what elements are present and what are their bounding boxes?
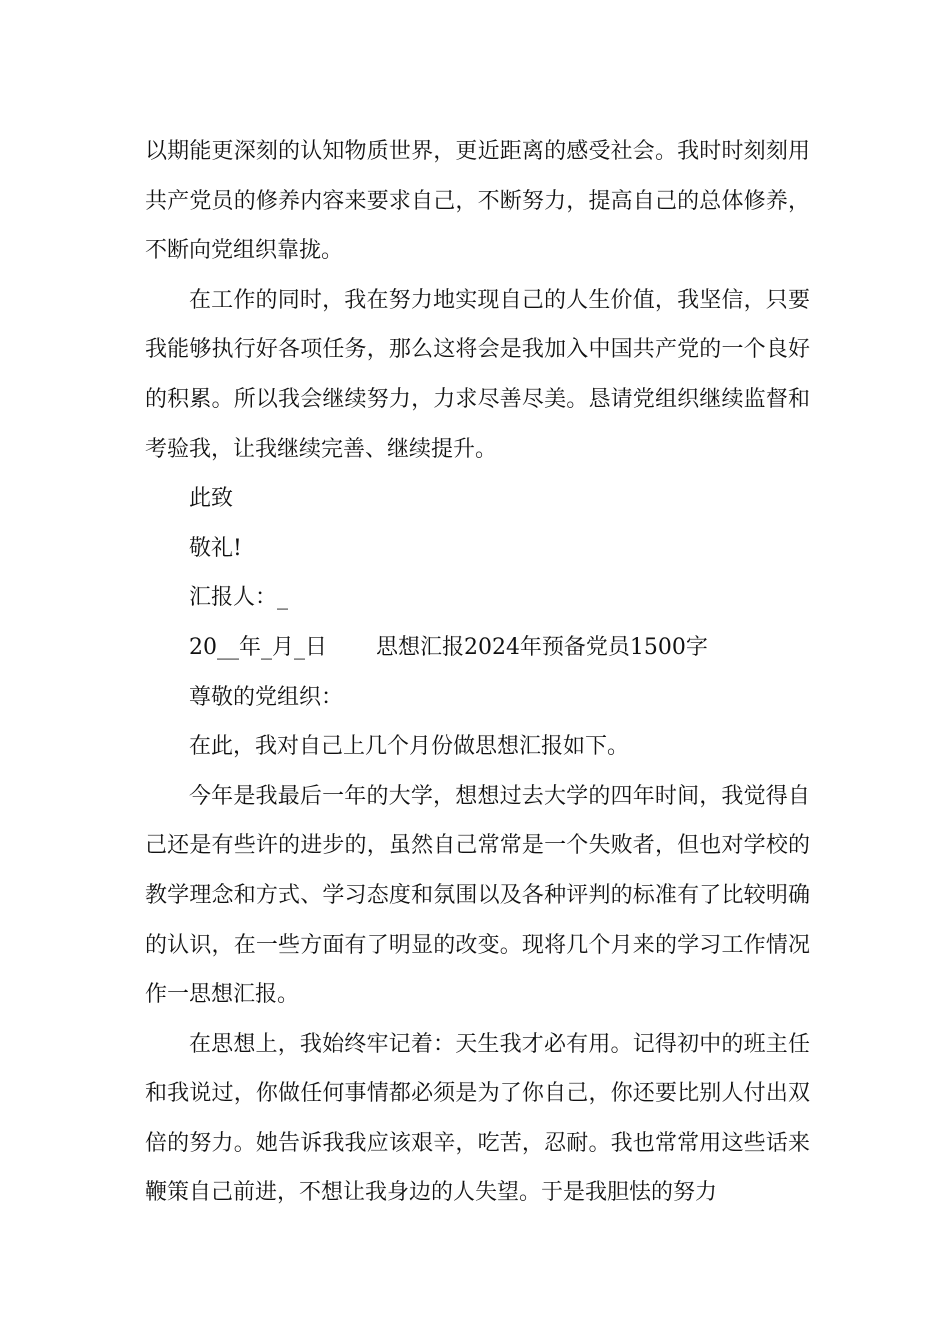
- paragraph-university: 今年是我最后一年的大学，想想过去大学的四年时间，我觉得自己还是有些许的进步的，虽然自己常常是一个失败者，但也对学校的教学理念和方式、学习态度和氛围以及各种评判的标准有了比较明确的认识，在一些方面有了明显的改变。现将几个月来的学习工作情况作一思想汇报。: [145, 783, 810, 1008]
- closing-salute: 敬礼!: [189, 535, 242, 561]
- paragraph-continuation: 以期能更深刻的认知物质世界，更近距离的感受社会。我时时刻刻用共产党员的修养内容来要求自己，不断努力，提高自己的总体修养，不断向党组织靠拢。: [145, 139, 810, 264]
- closing-greeting: 此致: [189, 486, 234, 512]
- document-body: [145, 127, 810, 1218]
- reporter-line: 汇报人：_: [189, 585, 289, 611]
- intro-line: 在此，我对自己上几个月份做思想汇报如下。: [189, 734, 630, 760]
- paragraph-thought: 在思想上，我始终牢记着：天生我才必有用。记得初中的班主任和我说过，你做任何事情都必须是为了你自己，你还要比别人付出双倍的努力。她告诉我我应该艰辛，吃苦，忍耐。我也常常用这些话来鞭策自己前进，不想让我身边的人失望。于是我胆怯的努力: [145, 1031, 810, 1206]
- salutation: 尊敬的党组织：: [189, 684, 344, 710]
- paragraph-work-value: 在工作的同时，我在努力地实现自己的人生价值，我坚信，只要我能够执行好各项任务，那么这将会是我加入中国共产党的一个良好的积累。所以我会继续努力，力求尽善尽美。恳请党组织继续监督和考验我，让我继续完善、继续提升。: [145, 287, 810, 462]
- date-and-title-line: 20__年_月_日 思想汇报2024年预备党员1500字: [189, 634, 708, 660]
